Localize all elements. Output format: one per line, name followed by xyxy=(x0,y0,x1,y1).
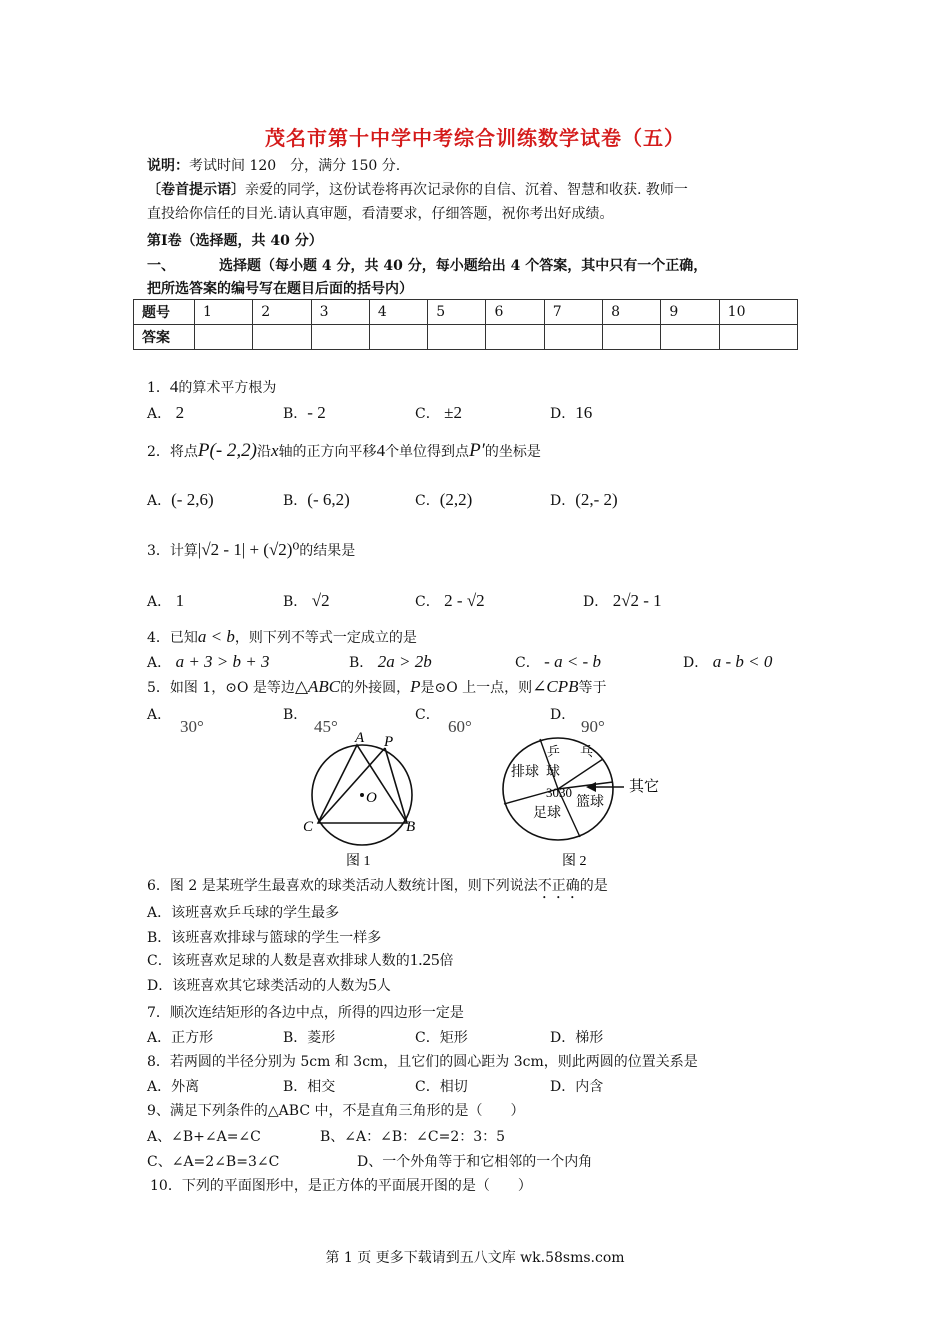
table-cell: 6 xyxy=(486,300,544,325)
q7-option-c[interactable]: C．矩形 xyxy=(415,1030,468,1046)
q3-option-c[interactable] xyxy=(415,591,485,611)
q6-text: 6．图 2 是某班学生最喜欢的球类活动人数统计图，则下列说法 xyxy=(147,878,538,894)
label-b: B xyxy=(406,819,416,835)
answer-cell[interactable] xyxy=(369,325,427,350)
answer-cell[interactable] xyxy=(544,325,602,350)
q6-option-d[interactable] xyxy=(147,975,391,995)
q1-stem xyxy=(147,377,276,397)
label-p: P xyxy=(384,734,394,750)
q5-option-a-label[interactable]: A． xyxy=(147,707,172,723)
q4-option-a[interactable] xyxy=(147,652,270,672)
q1-option-b[interactable] xyxy=(283,403,326,423)
q3-option-b[interactable] xyxy=(283,591,330,611)
q3-text: 的结果是 xyxy=(299,543,356,559)
arrow-icon xyxy=(586,782,596,792)
table-cell: 7 xyxy=(544,300,602,325)
q5-text: 是⊙O 上一点，则 xyxy=(420,680,533,696)
q6-stem xyxy=(147,875,608,902)
option-label: C． xyxy=(415,406,440,422)
q5-text: 等于 xyxy=(578,680,607,696)
option-value: (- 6,2) xyxy=(307,490,350,509)
q1-option-c[interactable] xyxy=(415,403,462,423)
option-value: ±2 xyxy=(444,403,463,422)
q7-option-a[interactable]: A．正方形 xyxy=(147,1030,214,1046)
option-label: B． xyxy=(283,406,308,422)
option-label: B． xyxy=(283,493,308,509)
q5-option-a-value: 30° xyxy=(180,717,204,736)
answer-cell[interactable] xyxy=(719,325,797,350)
label-football: 足球 xyxy=(533,806,561,821)
tip-line-2: 直投给你信任的目光.请认真审题，看清要求，仔细答题，祝你考出好成绩。 xyxy=(147,206,614,222)
q5-point: P xyxy=(410,677,421,696)
answer-table-header-row xyxy=(134,300,798,325)
q10-stem: 10．下列的平面图形中，是正方体的平面展开图的是（ ） xyxy=(150,1178,532,1194)
option-value: 2√2 - 1 xyxy=(612,591,662,610)
option-label: B． xyxy=(349,655,374,671)
q1-text: 的算术平方根为 xyxy=(178,380,277,396)
q4-option-b[interactable] xyxy=(349,652,432,672)
q8-option-b[interactable]: B．相交 xyxy=(283,1079,336,1095)
option-value: - a < - b xyxy=(544,652,601,671)
q3-text: 3．计算 xyxy=(147,543,198,559)
q3-option-a[interactable] xyxy=(147,591,184,611)
q1-number: 1． xyxy=(147,380,170,396)
q5-option-c-value: 60° xyxy=(448,717,472,736)
option-label: A． xyxy=(147,406,172,422)
q4-option-d[interactable] xyxy=(683,652,772,672)
q8-stem: 8．若两圆的半径分别为 5cm 和 3cm，且它们的圆心距为 3cm，则此两圆的位置关系是 xyxy=(147,1054,698,1070)
q2-option-c[interactable] xyxy=(415,490,472,510)
q5-text: 的外接圆， xyxy=(340,680,411,696)
q6-option-c[interactable] xyxy=(147,950,453,970)
note-label: 说明： xyxy=(147,158,189,174)
option-label: B． xyxy=(283,594,308,610)
page-footer: 第 1 页 更多下载请到五八文库 wk.58sms.com xyxy=(325,1250,625,1266)
q2-shift: 4 xyxy=(376,441,386,460)
q2-point2: P′ xyxy=(469,440,485,461)
table-cell: 3 xyxy=(311,300,369,325)
q3-expression: |√2 - 1| + (√2)⁰ xyxy=(197,540,300,559)
tip-line-1 xyxy=(147,179,688,199)
option-value: (- 2,6) xyxy=(171,490,214,509)
label-a: A xyxy=(355,730,365,746)
q2-option-a[interactable] xyxy=(147,490,214,510)
q1-option-a[interactable] xyxy=(147,403,184,423)
q2-option-b[interactable] xyxy=(283,490,350,510)
figure-1-caption: 图 1 xyxy=(346,854,371,869)
option-value: √2 xyxy=(311,591,330,610)
option-value: 5 xyxy=(368,975,377,994)
q6-text: 的是 xyxy=(579,878,608,894)
q5-option-d-value: 90° xyxy=(581,717,605,736)
option-label: A． xyxy=(147,655,172,671)
section-heading-line-2: 把所选答案的编号写在题目后面的括号内） xyxy=(147,281,413,297)
option-value: - 2 xyxy=(307,403,326,422)
option-value: 16 xyxy=(575,403,593,422)
answer-cell[interactable] xyxy=(253,325,311,350)
label-pingpong-2: 乓 xyxy=(580,744,594,759)
option-label: A． xyxy=(147,493,172,509)
q2-text: 沿 xyxy=(257,444,272,460)
option-label: D． xyxy=(683,655,709,671)
option-value: (2,2) xyxy=(439,490,473,509)
answer-cell[interactable] xyxy=(603,325,661,350)
answer-cell[interactable] xyxy=(428,325,486,350)
answer-table-answer-row xyxy=(134,325,798,350)
figure-2-caption: 图 2 xyxy=(562,854,587,869)
section-heading-line-1 xyxy=(147,255,707,275)
option-value: a + 3 > b + 3 xyxy=(175,652,270,671)
q4-stem xyxy=(147,627,417,647)
q3-option-d[interactable] xyxy=(583,591,662,611)
label-o: O xyxy=(366,790,377,806)
table-cell: 1 xyxy=(195,300,253,325)
option-label: C． xyxy=(515,655,540,671)
q5-angle: ∠CPB xyxy=(532,677,579,696)
q7-option-d[interactable]: D．梯形 xyxy=(550,1030,604,1046)
table-cell: 8 xyxy=(603,300,661,325)
q4-text: ，则下列不等式一定成立的是 xyxy=(234,630,417,646)
option-text: D．该班喜欢其它球类活动的人数为 xyxy=(147,978,369,994)
option-text: 倍 xyxy=(439,953,454,969)
option-label: C． xyxy=(415,594,440,610)
option-value: a - b < 0 xyxy=(712,652,773,671)
q2-axis: x xyxy=(271,441,279,460)
q7-stem: 7．顺次连结矩形的各边中点，所得的四边形一定是 xyxy=(147,1005,464,1021)
q5-option-c-label[interactable]: C． xyxy=(415,707,440,723)
page-title: 茂名市第十中学中考综合训练数学试卷（五） xyxy=(265,126,685,150)
option-label: D． xyxy=(583,594,609,610)
label-percent: 3030 xyxy=(546,785,572,800)
q8-option-c[interactable]: C．相切 xyxy=(415,1079,468,1095)
note-text: 考试时间 120 分，满分 150 分. xyxy=(189,158,401,174)
q8-option-d[interactable]: D．内含 xyxy=(550,1079,604,1095)
q2-text: 的坐标是 xyxy=(484,444,541,460)
q8-option-a[interactable]: A．外离 xyxy=(147,1079,200,1095)
table-cell: 4 xyxy=(369,300,427,325)
q9-option-d[interactable]: D、一个外角等于和它相邻的一个内角 xyxy=(357,1154,593,1170)
option-label: C． xyxy=(415,493,440,509)
option-text: C．该班喜欢足球的人数是喜欢排球人数的 xyxy=(147,953,410,969)
option-label: A． xyxy=(147,594,172,610)
option-value: (2,- 2) xyxy=(575,490,618,509)
label-qiu: 球 xyxy=(546,765,560,780)
exam-note xyxy=(147,155,400,175)
q3-stem xyxy=(147,540,355,560)
q7-option-b[interactable]: B．菱形 xyxy=(283,1030,336,1046)
answer-cell[interactable] xyxy=(486,325,544,350)
part1-heading: 第Ⅰ卷（选择题，共 40 分） xyxy=(147,233,323,249)
answer-cell[interactable] xyxy=(311,325,369,350)
question-number-label: 题号 xyxy=(134,300,195,325)
option-value: 1.25 xyxy=(409,950,440,969)
answer-label: 答案 xyxy=(134,325,195,350)
q5-triangle: △ABC xyxy=(294,677,341,696)
q4-text: 4．已知 xyxy=(147,630,198,646)
label-volleyball: 排球 xyxy=(511,765,539,780)
q2-option-d[interactable] xyxy=(550,490,618,510)
label-other: 其它 xyxy=(629,779,660,795)
q5-stem xyxy=(147,677,607,697)
q2-stem xyxy=(147,440,541,462)
table-cell: 5 xyxy=(428,300,486,325)
q6-option-b[interactable]: B．该班喜欢排球与篮球的学生一样多 xyxy=(147,930,382,946)
tip-text-1: 亲爱的同学，这份试卷将再次记录你的自信、沉着、智慧和收获. 教师一 xyxy=(245,182,688,198)
label-c: C xyxy=(303,819,314,835)
section-number: 一、 xyxy=(147,258,175,274)
tip-label: 〔卷首提示语〕 xyxy=(147,182,245,198)
figure-1 xyxy=(300,728,430,873)
q5-option-d-label[interactable]: D． xyxy=(550,707,576,723)
table-cell: 9 xyxy=(661,300,719,325)
q2-text: 个单位得到点 xyxy=(385,444,470,460)
q6-option-a[interactable]: A．该班喜欢乒乓球的学生最多 xyxy=(147,905,340,921)
q2-text: 2．将点 xyxy=(147,444,198,460)
q5-text: 5．如图 1，⊙O 是等边 xyxy=(147,680,295,696)
figure-2 xyxy=(496,732,676,873)
q6-emphasis: 不正确 xyxy=(537,878,580,894)
option-value: 2 xyxy=(175,403,185,422)
option-value: 2 - √2 xyxy=(444,591,485,610)
option-label: D． xyxy=(550,493,576,509)
section-text-1: 选择题（每小题 4 分，共 40 分，每小题给出 4 个答案，其中只有一个正确， xyxy=(219,258,708,274)
q4-condition: a < b xyxy=(197,627,235,646)
q9-option-c[interactable]: C、∠A=2∠B=3∠C xyxy=(147,1154,280,1170)
table-cell: 2 xyxy=(253,300,311,325)
q9-option-a[interactable]: A、∠B+∠A=∠C xyxy=(147,1129,261,1145)
label-basketball: 篮球 xyxy=(576,795,604,810)
q2-point: P(- 2,2) xyxy=(197,440,258,461)
q9-stem: 9、满足下列条件的△ABC 中，不是直角三角形的是（ ） xyxy=(147,1103,525,1119)
label-pingpong-1: 乒 xyxy=(547,744,561,759)
answer-table xyxy=(133,299,798,350)
option-label: D． xyxy=(550,406,576,422)
q5-option-b-value: 45° xyxy=(314,717,338,736)
q9-option-b[interactable]: B、∠A：∠B：∠C=2：3：5 xyxy=(320,1129,506,1145)
q2-text: 轴的正方向平移 xyxy=(278,444,377,460)
q4-option-c[interactable] xyxy=(515,652,601,672)
answer-cell[interactable] xyxy=(195,325,253,350)
center-point xyxy=(360,793,364,797)
q1-value: 4 xyxy=(169,377,179,396)
option-value: 2a > 2b xyxy=(377,652,432,671)
answer-cell[interactable] xyxy=(661,325,719,350)
option-value: 1 xyxy=(175,591,185,610)
table-cell: 10 xyxy=(719,300,797,325)
option-text: 人 xyxy=(376,978,391,994)
q1-option-d[interactable] xyxy=(550,403,592,423)
q5-option-b-label[interactable]: B． xyxy=(283,707,308,723)
